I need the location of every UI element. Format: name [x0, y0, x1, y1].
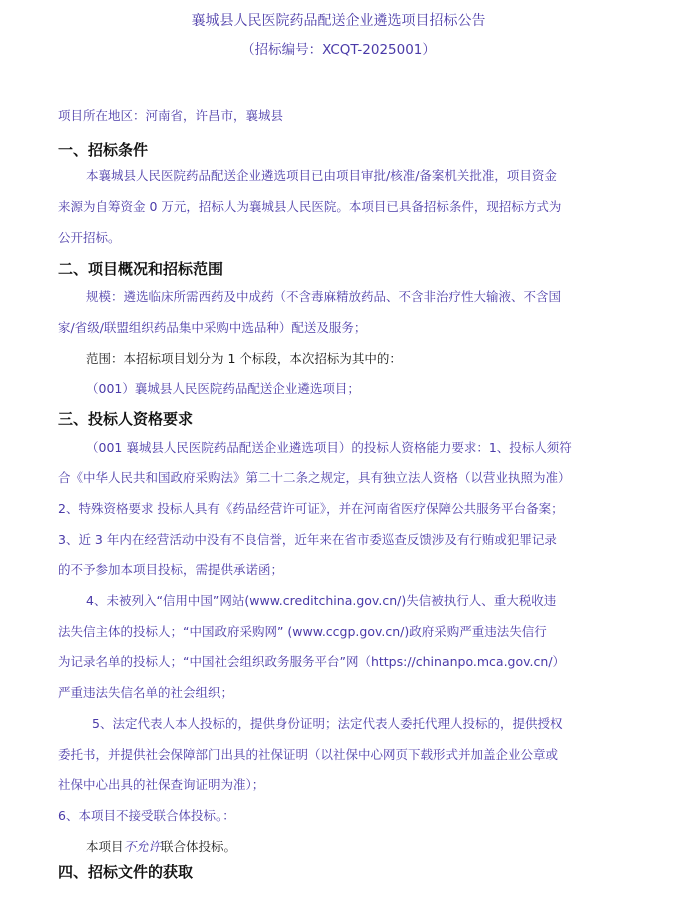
qualification-line-8: 为记录名单的投标人；“中国社会组织政务服务平台”网（https://chinanpo.mca.gov.cn/）: [58, 654, 566, 669]
qualification-line-6: 4、未被列入“信用中国”网站(www.creditchina.gov.cn/)失信被执行人、重大税收违: [86, 593, 557, 608]
section-heading-obtain-documents: 四、招标文件的获取: [58, 863, 194, 881]
document-title: 襄城县人民医院药品配送企业遴选项目招标公告: [191, 13, 486, 29]
qualification-line-9: 严重违法失信名单的社会组织；: [58, 685, 234, 700]
section-heading-conditions: 一、招标条件: [58, 141, 149, 159]
project-location: 项目所在地区：河南省，许昌市，襄城县: [58, 108, 284, 123]
qualification-line-10: 5、法定代表人本人投标的，提供身份证明；法定代表人委托代理人投标的，提供授权: [92, 716, 563, 731]
consortium-suffix: 联合体投标。: [161, 839, 237, 854]
qualification-line-12: 社保中心出具的社保查询证明为准）；: [58, 777, 265, 792]
scope-line-2: 家/省级/联盟组织药品集中采购中选品种）配送及服务；: [58, 320, 367, 335]
qualification-line-1: （001 襄城县人民医院药品配送企业遴选项目）的投标人资格能力要求：1、投标人须符: [86, 440, 572, 455]
document-subtitle: （招标编号：XCQT-2025001）: [241, 42, 436, 58]
conditions-line-1: 本襄城县人民医院药品配送企业遴选项目已由项目审批/核准/备案机关批准，项目资金: [86, 168, 557, 183]
scope-line-1: 规模：遴选临床所需西药及中成药（不含毒麻精放药品、不含非治疗性大输液、不含国: [86, 289, 562, 304]
section-heading-qualification: 三、投标人资格要求: [58, 410, 194, 428]
section-heading-overview: 二、项目概况和招标范围: [58, 260, 224, 278]
conditions-line-2: 来源为自筹资金 0 万元，招标人为襄城县人民医院。本项目已具备招标条件，现招标方式为: [58, 199, 562, 214]
consortium-value: 不允许: [123, 839, 162, 854]
qualification-line-4: 3、近 3 年内在经营活动中没有不良信誉，近年来在省市委巡查反馈涉及有行贿或犯罪记录: [58, 532, 557, 547]
no-consortium-line: 6、本项目不接受联合体投标。：: [58, 808, 235, 823]
consortium-statement: [86, 839, 236, 855]
qualification-line-11: 委托书，并提供社会保障部门出具的社保证明（以社保中心网页下载形式并加盖企业公章或: [58, 747, 559, 762]
qualification-line-7: 法失信主体的投标人；“中国政府采购网” (www.ccgp.gov.cn/)政府采购严重违法失信行: [58, 624, 547, 639]
qualification-line-2: 合《中华人民共和国政府采购法》第二十二条之规定，具有独立法人资格（以营业执照为准）: [58, 470, 571, 485]
lot-line: （001）襄城县人民医院药品配送企业遴选项目；: [86, 381, 360, 396]
range-line: 范围：本招标项目划分为 1 个标段，本次招标为其中的：: [86, 351, 402, 366]
consortium-prefix: 本项目: [86, 839, 124, 854]
qualification-line-3: 2、特殊资格要求 投标人具有《药品经营许可证》，并在河南省医疗保障公共服务平台备案；: [58, 501, 564, 516]
qualification-line-5: 的不予参加本项目投标，需提供承诺函；: [58, 562, 284, 577]
conditions-line-3: 公开招标。: [58, 230, 121, 245]
